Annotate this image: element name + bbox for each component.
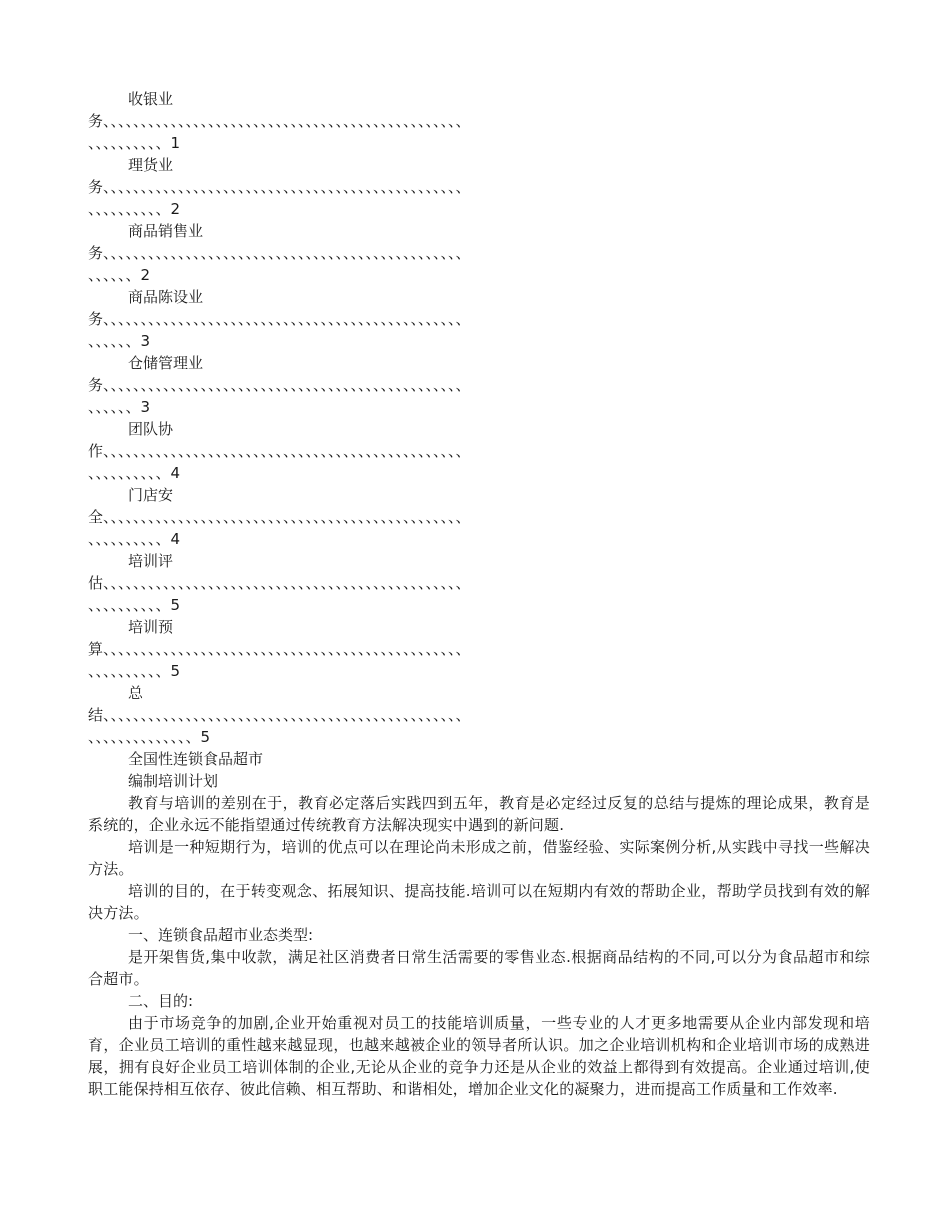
toc-entry-title: 培训预 — [128, 618, 174, 636]
toc-entry-page: 、、、、、、、、、、4 — [88, 464, 181, 482]
toc-entry-page: 、、、、、、、、、、5 — [88, 662, 181, 680]
body-paragraph: 培训是一种短期行为，培训的优点可以在理论尚未形成之前，借鉴经验、实际案例分析,从实践中寻找一些解决方法。 — [88, 838, 870, 878]
toc-entry-page: 、、、、、、、、、、1 — [88, 134, 181, 152]
toc-entry-leader: 务、、、、、、、、、、、、、、、、、、、、、、、、、、、、、、、、、、、、、、、、、、、、、、、、 — [88, 376, 471, 394]
toc-entry-leader: 估、、、、、、、、、、、、、、、、、、、、、、、、、、、、、、、、、、、、、、、、、、、、、、、、 — [88, 574, 471, 592]
section-body-format-types: 是开架售货,集中收款，满足社区消费者日常生活需要的零售业态.根据商品结构的不同,可以分为食品超市和综合超市。 — [88, 948, 870, 988]
toc-entry-leader: 全、、、、、、、、、、、、、、、、、、、、、、、、、、、、、、、、、、、、、、、、、、、、、、、、 — [88, 508, 471, 526]
toc-entry[interactable] — [88, 286, 870, 352]
document-title: 全国性连锁食品超市 — [128, 750, 264, 768]
body-paragraph: 培训的目的，在于转变观念、拓展知识、提高技能.培训可以在短期内有效的帮助企业，帮助学员找到有效的解决方法。 — [88, 882, 870, 922]
toc-entry[interactable] — [88, 550, 870, 616]
toc-entry-leader: 结、、、、、、、、、、、、、、、、、、、、、、、、、、、、、、、、、、、、、、、、、、、、、、、、 — [88, 706, 471, 724]
toc-entry-page: 、、、、、、、、、、4 — [88, 530, 181, 548]
toc-entry[interactable] — [88, 154, 870, 220]
toc-entry[interactable] — [88, 88, 870, 154]
toc-entry[interactable] — [88, 352, 870, 418]
toc-entry-leader: 务、、、、、、、、、、、、、、、、、、、、、、、、、、、、、、、、、、、、、、、、、、、、、、、、 — [88, 244, 471, 262]
toc-entry[interactable] — [88, 682, 870, 748]
section-heading-purpose: 二、目的: — [128, 992, 194, 1010]
toc-entry[interactable] — [88, 484, 870, 550]
table-of-contents — [88, 88, 870, 748]
toc-entry-title: 商品销售业 — [128, 222, 204, 240]
toc-entry-leader: 作、、、、、、、、、、、、、、、、、、、、、、、、、、、、、、、、、、、、、、、、、、、、、、、、 — [88, 442, 471, 460]
document-subtitle: 编制培训计划 — [128, 772, 219, 790]
section-body-purpose: 由于市场竞争的加剧,企业开始重视对员工的技能培训质量，一些专业的人才更多地需要从企业内部发现和培育，企业员工培训的重性越来越显现，也越来越被企业的领导者所认识。加之企业培训机构和企业培训市场的成熟进展，拥有良好企业员工培训体制的企业,无论从企业的竞争力还是从企业的效益上都得到有效提高。企业通过培训,使职工能保持相互依存、彼此信赖、相互帮助、和谐相处，增加企业文化的凝聚力，进而提高工作质量和工作效率. — [88, 1014, 870, 1098]
toc-entry-title: 门店安 — [128, 486, 174, 504]
toc-entry-leader: 务、、、、、、、、、、、、、、、、、、、、、、、、、、、、、、、、、、、、、、、、、、、、、、、、 — [88, 310, 471, 328]
toc-entry-title: 团队协 — [128, 420, 174, 438]
toc-entry-leader: 务、、、、、、、、、、、、、、、、、、、、、、、、、、、、、、、、、、、、、、、、、、、、、、、、 — [88, 112, 471, 130]
body-paragraph: 教育与培训的差别在于，教育必定落后实践四到五年，教育是必定经过反复的总结与提炼的理论成果，教育是系统的，企业永远不能指望通过传统教育方法解决现实中遇到的新问题. — [88, 794, 870, 834]
toc-entry-page: 、、、、、、、、、、2 — [88, 200, 181, 218]
toc-entry-leader: 务、、、、、、、、、、、、、、、、、、、、、、、、、、、、、、、、、、、、、、、、、、、、、、、、 — [88, 178, 471, 196]
toc-entry[interactable] — [88, 220, 870, 286]
toc-entry[interactable] — [88, 616, 870, 682]
section-heading-format-types: 一、连锁食品超市业态类型: — [128, 926, 314, 944]
toc-entry-page: 、、、、、、3 — [88, 398, 151, 416]
toc-entry-title: 商品陈设业 — [128, 288, 204, 306]
toc-entry-title: 培训评 — [128, 552, 174, 570]
toc-entry[interactable] — [88, 418, 870, 484]
toc-entry-leader: 算、、、、、、、、、、、、、、、、、、、、、、、、、、、、、、、、、、、、、、、、、、、、、、、、 — [88, 640, 471, 658]
toc-entry-title: 收银业 — [128, 90, 174, 108]
toc-entry-page: 、、、、、、、、、、、、、、5 — [88, 728, 211, 746]
toc-entry-page: 、、、、、、、、、、5 — [88, 596, 181, 614]
toc-entry-page: 、、、、、、2 — [88, 266, 151, 284]
toc-entry-title: 总 — [128, 684, 144, 702]
toc-entry-title: 仓储管理业 — [128, 354, 204, 372]
toc-entry-title: 理货业 — [128, 156, 174, 174]
toc-entry-page: 、、、、、、3 — [88, 332, 151, 350]
